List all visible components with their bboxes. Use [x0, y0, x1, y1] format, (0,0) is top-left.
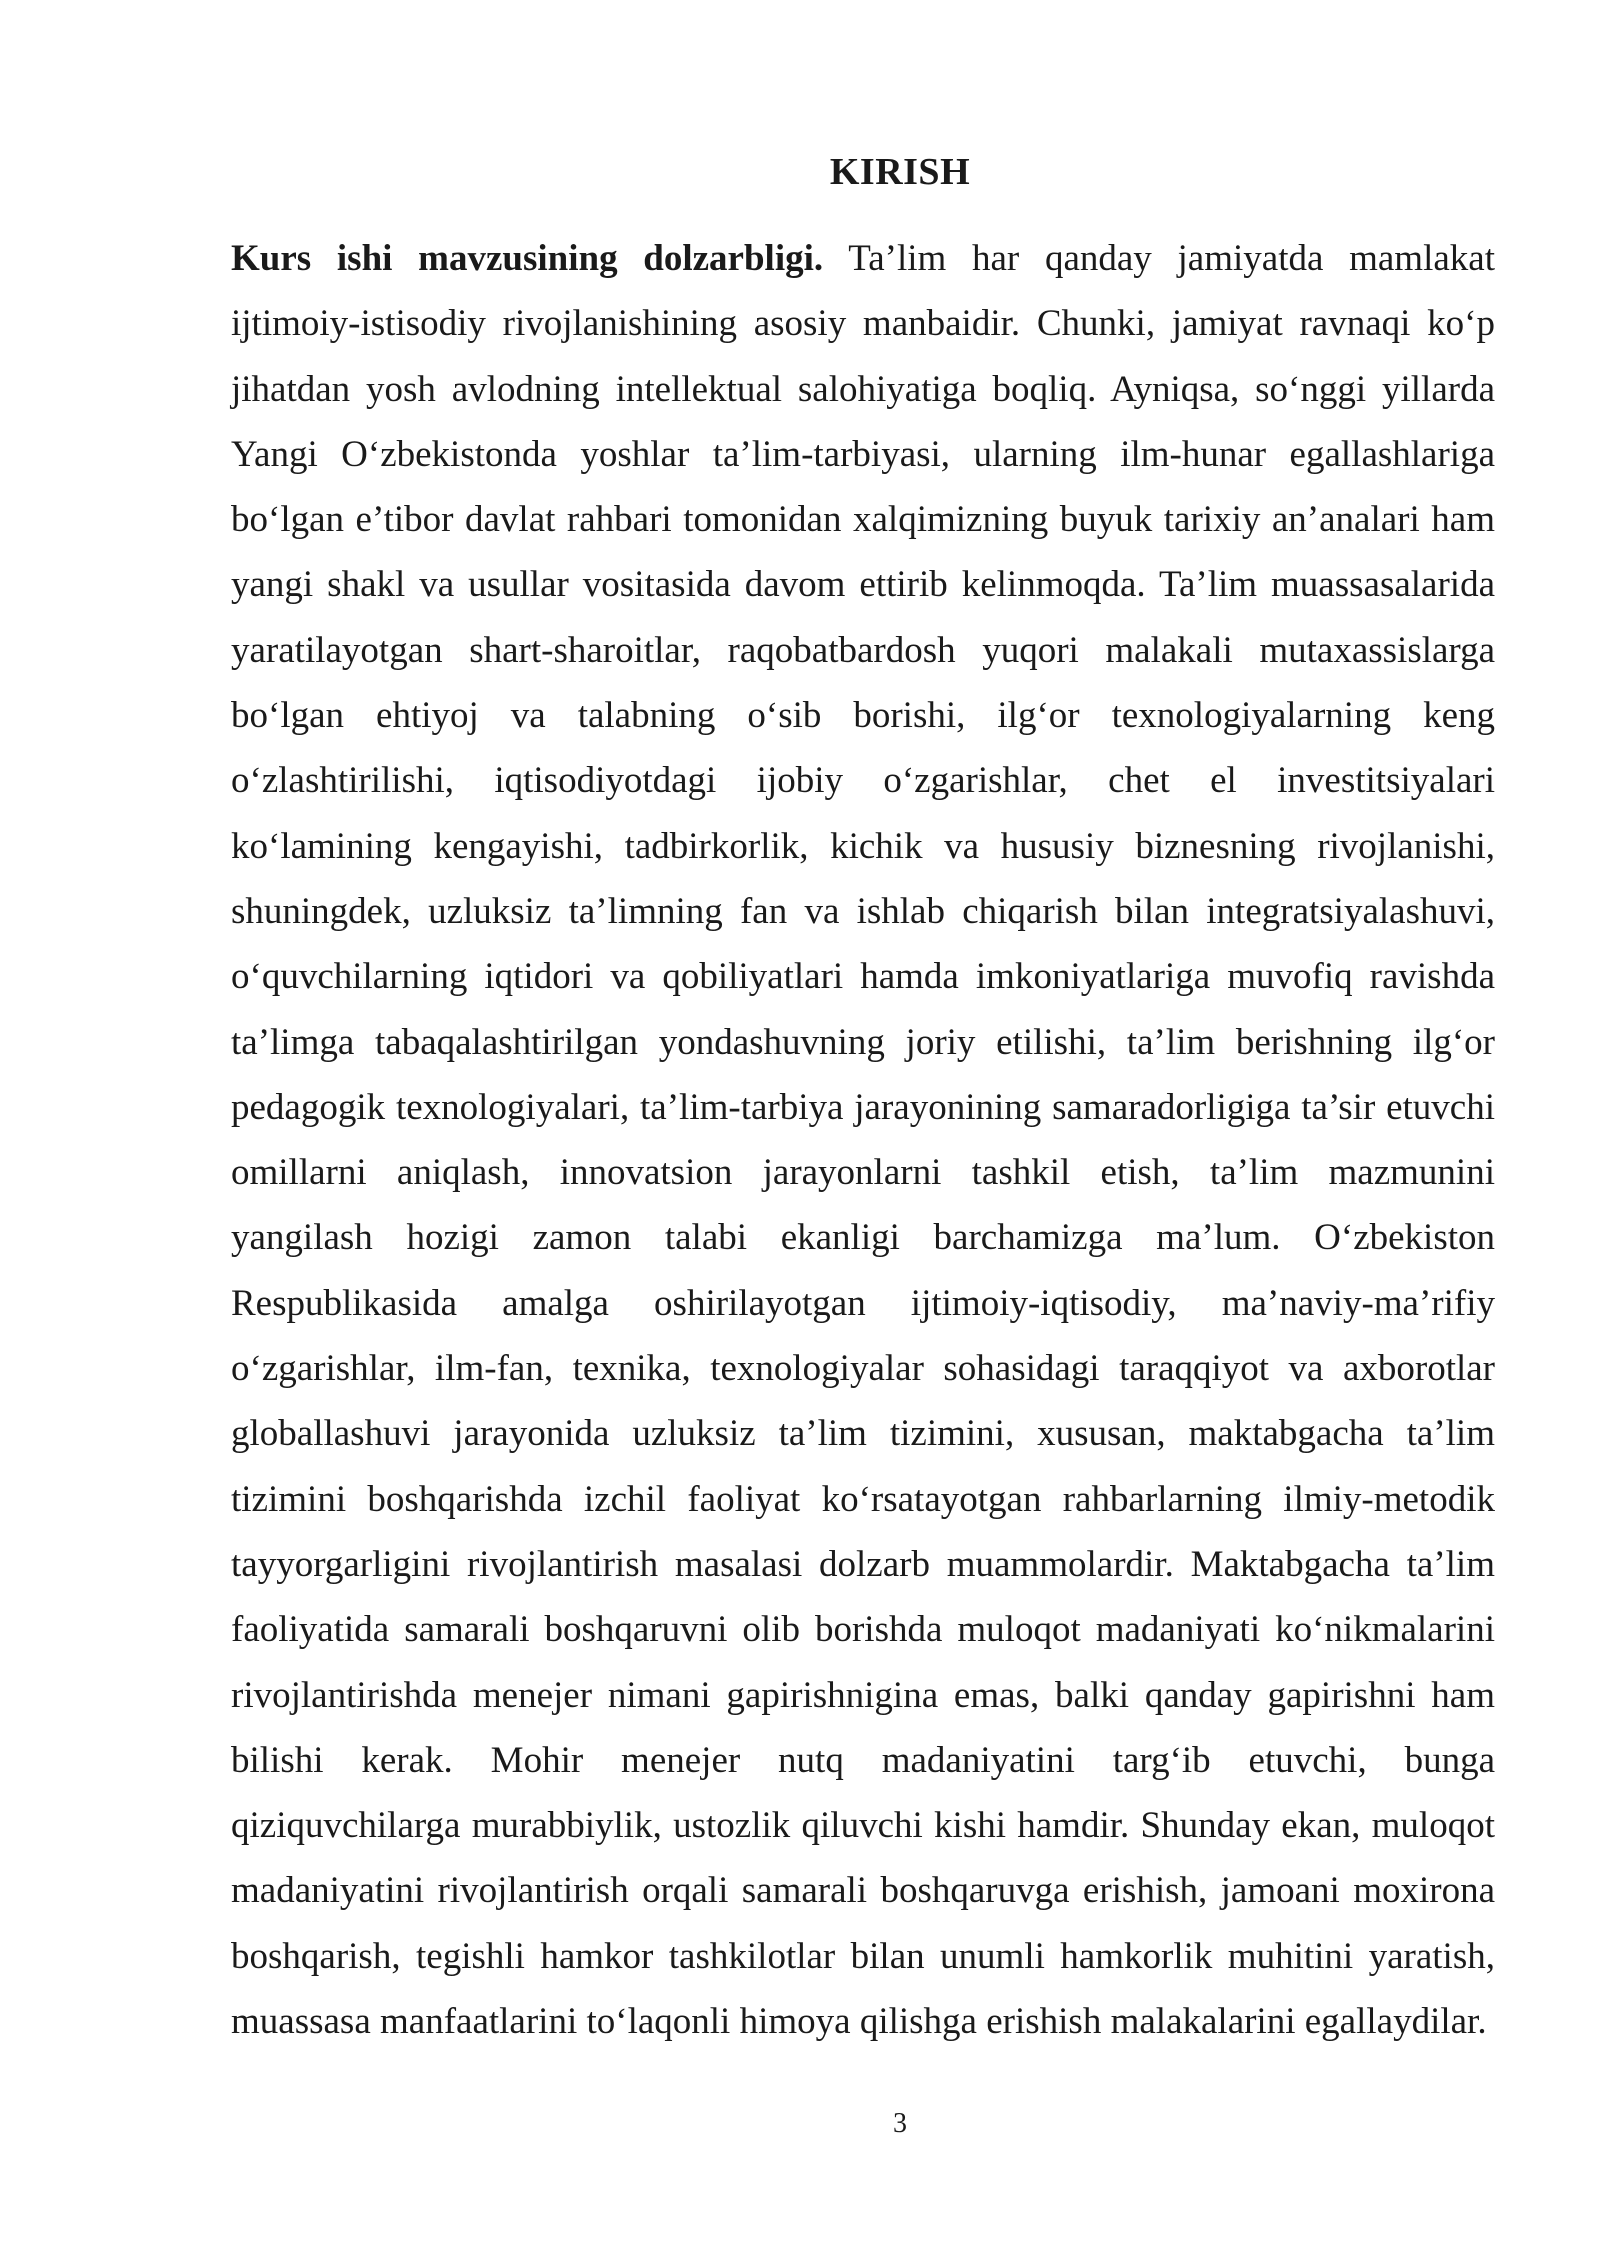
- body-paragraph: [231, 226, 1495, 2054]
- section-heading: KIRISH: [829, 151, 971, 193]
- paragraph-text: Ta’lim har qanday jamiyatda mamlakat ijtimoiy-istisodiy rivojlanishining asosiy manbaidir. Chunki, jamiyat ravnaqi ko‘p jihatdan yosh avlodning intellektual salohiyatiga boqliq. Ayniqsa, so‘nggi yillarda Yangi O‘zbekistonda yoshlar ta’lim-tarbiyasi, ularning ilm-hunar egallashlariga bo‘lgan e’tibor davlat rahbari tomonidan xalqimizning buyuk tarixiy an’analari ham yangi shakl va usullar vositasida davom ettirib kelinmoqda. Ta’lim muassasalarida yaratilayotgan shart-sharoitlar, raqobatbardosh yuqori malakali mutaxassislarga bo‘lgan ehtiyoj va talabning o‘sib borishi, ilg‘or texnologiyalarning keng o‘zlashtirilishi, iqtisodiyotdagi ijobiy o‘zgarishlar, chet el investitsiyalari ko‘lamining kengayishi, tadbirkorlik, kichik va hususiy biznesning rivojlanishi, shuningdek, uzluksiz ta’limning fan va ishlab chiqarish bilan integratsiyalashuvi, o‘quvchilarning iqtidori va qobiliyatlari hamda imkoniyatlariga muvofiq ravishda ta’limga tabaqalashtirilgan yondashuvning joriy etilishi, ta’lim berishning ilg‘or pedagogik texnologiyalari, ta’lim-tarbiya jarayonining samaradorligiga ta’sir etuvchi omillarni aniqlash, innovatsion jarayonlarni tashkil etish, ta’lim mazmunini yangilash hozigi zamon talabi ekanligi barchamizga ma’lum. O‘zbekiston Respublikasida amalga oshirilayotgan ijtimoiy-iqtisodiy, ma’naviy-ma’rifiy o‘zgarishlar, ilm-fan, texnika, texnologiyalar sohasidagi taraqqiyot va axborotlar globallashuvi jarayonida uzluksiz ta’lim tizimini, xususan, maktabgacha ta’lim tizimini boshqarishda izchil faoliyat ko‘rsatayotgan rahbarlarning ilmiy-metodik tayyorgarligini rivojlantirish masalasi dolzarb muammolardir. Maktabgacha ta’lim faoliyatida samarali boshqaruvni olib borishda muloqot madaniyati ko‘nikmalarini rivojlantirishda menejer nimani gapirishnigina emas, balki qanday gapirishni ham bilishi kerak. Mohir menejer nutq madaniyatini targ‘ib etuvchi, bunga qiziquvchilarga murabbiylik, ustozlik qiluvchi kishi hamdir. Shunday ekan, muloqot madaniyatini rivojlantirish orqali samarali boshqaruvga erishish, jamoani moxirona boshqarish, tegishli hamkor tashkilotlar bilan unumli hamkorlik muhitini yaratish, muassasa manfaatlarini to‘laqonli himoya qilishga erishish malakalarini egallaydilar.: [231, 238, 1495, 2043]
- paragraph-lead: Kurs ishi mavzusining dolzarbligi.: [231, 238, 824, 279]
- page-number: 3: [893, 2108, 907, 2139]
